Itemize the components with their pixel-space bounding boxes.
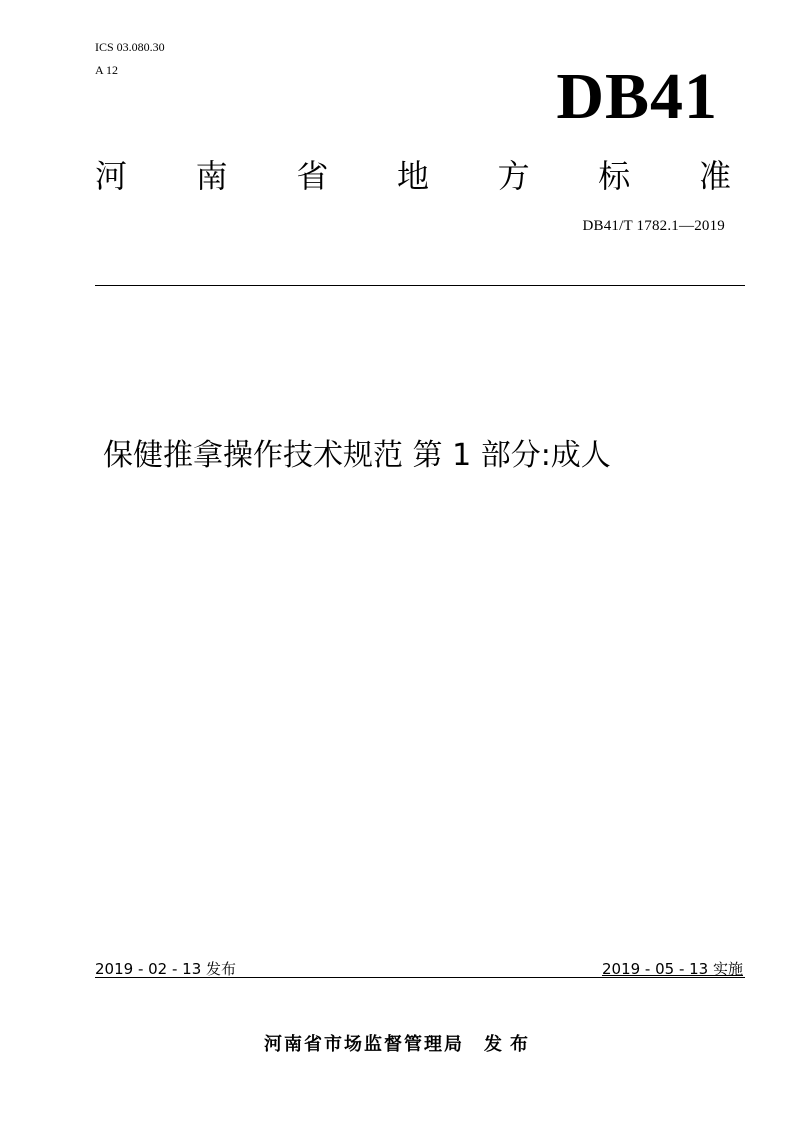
publisher-name: 河南省市场监督管理局: [264, 1034, 464, 1055]
document-title: 保健推拿操作技术规范 第 1 部分:成人: [103, 438, 611, 473]
ics-code: ICS 03.080.30: [95, 40, 165, 54]
standard-name-char: 地: [396, 157, 429, 195]
category-code: A 12: [95, 63, 119, 77]
footer-divider: [95, 977, 745, 978]
publisher: [0, 1030, 800, 1056]
issue-date: 2019 - 02 - 13 发布: [95, 960, 237, 978]
standard-name-char: 标: [598, 157, 631, 195]
standard-name-char: 省: [296, 157, 329, 195]
standard-name-char: 南: [195, 157, 228, 195]
header-divider: [95, 285, 745, 286]
standard-name-char: 方: [497, 157, 530, 195]
standard-name-char: 河: [95, 157, 128, 195]
db41-logo: DB41: [556, 60, 718, 133]
standard-name-char: 准: [698, 157, 731, 195]
implementation-date: 2019 - 05 - 13 实施: [601, 960, 743, 978]
standard-name: [95, 156, 731, 196]
standard-number: DB41/T 1782.1—2019: [582, 218, 725, 234]
publisher-action: 发布: [484, 1034, 536, 1055]
